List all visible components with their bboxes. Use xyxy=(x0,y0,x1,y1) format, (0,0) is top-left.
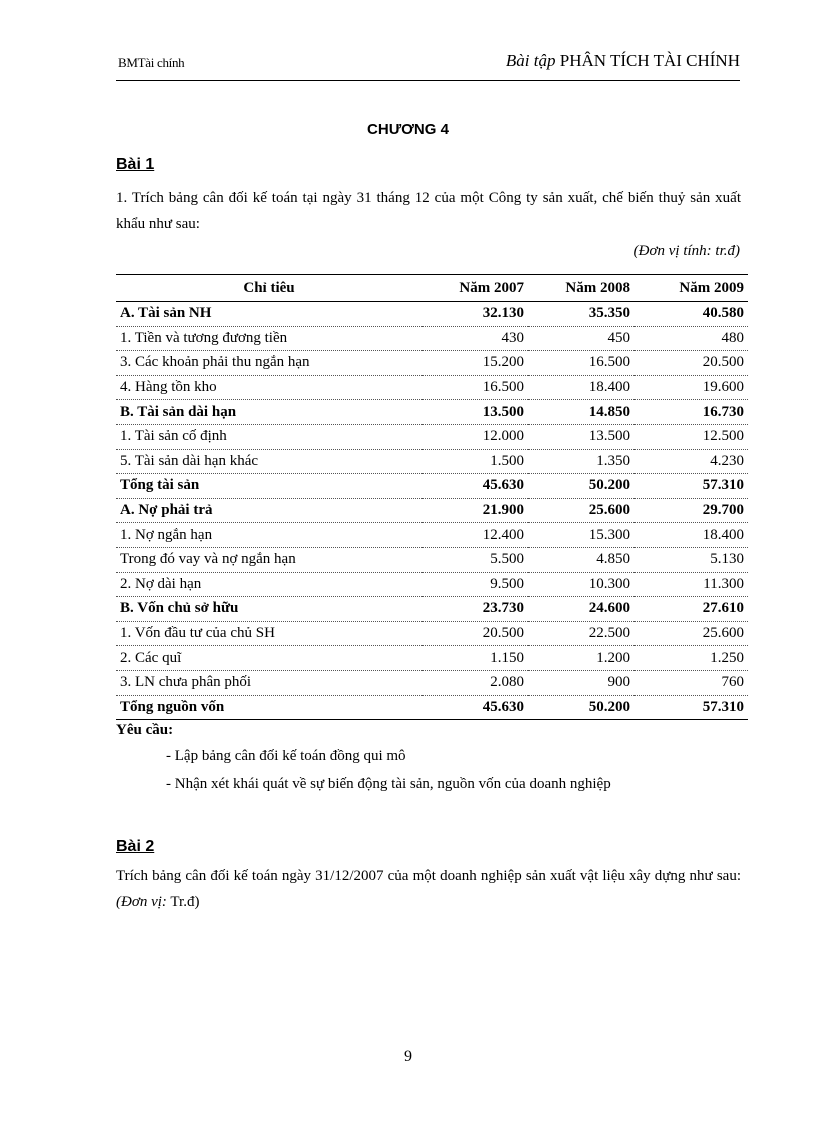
row-label: 1. Vốn đầu tư của chủ SH xyxy=(116,621,422,646)
cell-value: 1.350 xyxy=(528,449,634,474)
cell-value: 15.300 xyxy=(528,523,634,548)
row-label: B. Vốn chủ sở hữu xyxy=(116,597,422,622)
cell-value: 1.150 xyxy=(422,646,528,671)
cell-value: 23.730 xyxy=(422,597,528,622)
cell-value: 22.500 xyxy=(528,621,634,646)
column-header: Năm 2007 xyxy=(422,275,528,302)
row-label: 2. Nợ dài hạn xyxy=(116,572,422,597)
table-row xyxy=(116,646,748,671)
header-left-text: BMTài chính xyxy=(118,55,185,70)
table-row xyxy=(116,695,748,720)
row-label: 3. LN chưa phân phối xyxy=(116,670,422,695)
table-row xyxy=(116,572,748,597)
row-label: B. Tài sản dài hạn xyxy=(116,400,422,425)
bai1-unit: (Đơn vị tính: tr.đ) xyxy=(633,243,740,259)
cell-value: 40.580 xyxy=(634,302,748,327)
table-row xyxy=(116,621,748,646)
row-label: Trong đó vay và nợ ngắn hạn xyxy=(116,547,422,572)
table-header-row xyxy=(116,275,748,302)
row-label: 1. Tiền và tương đương tiền xyxy=(116,326,422,351)
cell-value: 20.500 xyxy=(634,351,748,376)
page-number: 9 xyxy=(404,1048,412,1065)
cell-value: 450 xyxy=(528,326,634,351)
header-right-main: PHÂN TÍCH TÀI CHÍNH xyxy=(559,51,740,70)
table-row xyxy=(116,400,748,425)
cell-value: 57.310 xyxy=(634,695,748,720)
cell-value: 24.600 xyxy=(528,597,634,622)
table-row xyxy=(116,326,748,351)
bai2-unit-value: Tr.đ) xyxy=(166,894,200,910)
bai2-intro-text: Trích bảng cân đối kế toán ngày 31/12/2007 của một doanh nghiệp sản xuất vật liệu xây dựng như sau: xyxy=(116,868,741,884)
cell-value: 20.500 xyxy=(422,621,528,646)
row-label: A. Nợ phải trả xyxy=(116,498,422,523)
cell-value: 35.350 xyxy=(528,302,634,327)
cell-value: 9.500 xyxy=(422,572,528,597)
cell-value: 4.230 xyxy=(634,449,748,474)
row-label: 3. Các khoản phải thu ngắn hạn xyxy=(116,351,422,376)
bai1-intro: 1. Trích bảng cân đối kế toán tại ngày 31 tháng 12 của một Công ty sản xuất, chế biến thuỷ sản xuất khẩu như sau: xyxy=(116,190,741,232)
cell-value: 16.730 xyxy=(634,400,748,425)
cell-value: 16.500 xyxy=(422,375,528,400)
cell-value: 2.080 xyxy=(422,670,528,695)
cell-value: 11.300 xyxy=(634,572,748,597)
cell-value: 5.500 xyxy=(422,547,528,572)
row-label: Tổng tài sản xyxy=(116,474,422,499)
cell-value: 50.200 xyxy=(528,474,634,499)
row-label: 1. Tài sản cố định xyxy=(116,424,422,449)
cell-value: 45.630 xyxy=(422,695,528,720)
cell-value: 45.630 xyxy=(422,474,528,499)
cell-value: 760 xyxy=(634,670,748,695)
row-label: 5. Tài sản dài hạn khác xyxy=(116,449,422,474)
row-label: Tổng nguồn vốn xyxy=(116,695,422,720)
bai1-title: Bài 1 xyxy=(116,156,155,173)
cell-value: 10.300 xyxy=(528,572,634,597)
cell-value: 57.310 xyxy=(634,474,748,499)
cell-value: 27.610 xyxy=(634,597,748,622)
requirement-item: - Lập bảng cân đối kế toán đồng qui mô xyxy=(166,748,406,764)
cell-value: 13.500 xyxy=(422,400,528,425)
cell-value: 50.200 xyxy=(528,695,634,720)
bai2-unit-label: (Đơn vị: xyxy=(116,894,167,910)
table-row xyxy=(116,670,748,695)
requirements-title: Yêu cầu: xyxy=(116,722,174,738)
cell-value: 15.200 xyxy=(422,351,528,376)
row-label: A. Tài sản NH xyxy=(116,302,422,327)
cell-value: 25.600 xyxy=(528,498,634,523)
cell-value: 21.900 xyxy=(422,498,528,523)
bai2-intro xyxy=(116,863,741,915)
table-row xyxy=(116,474,748,499)
cell-value: 16.500 xyxy=(528,351,634,376)
header-right-prefix: Bài tập xyxy=(505,51,556,70)
cell-value: 14.850 xyxy=(528,400,634,425)
cell-value: 1.250 xyxy=(634,646,748,671)
table-row xyxy=(116,375,748,400)
cell-value: 29.700 xyxy=(634,498,748,523)
row-label: 2. Các quĩ xyxy=(116,646,422,671)
cell-value: 5.130 xyxy=(634,547,748,572)
cell-value: 12.000 xyxy=(422,424,528,449)
requirement-item: - Nhận xét khái quát về sự biến động tài sản, nguồn vốn của doanh nghiệp xyxy=(166,776,611,792)
cell-value: 13.500 xyxy=(528,424,634,449)
table-row xyxy=(116,424,748,449)
table-row xyxy=(116,597,748,622)
table-row xyxy=(116,302,748,327)
table-row xyxy=(116,523,748,548)
bai2-title: Bài 2 xyxy=(116,838,155,855)
table-row xyxy=(116,449,748,474)
cell-value: 18.400 xyxy=(634,523,748,548)
cell-value: 18.400 xyxy=(528,375,634,400)
header-right-title xyxy=(506,51,740,71)
column-header: Năm 2008 xyxy=(528,275,634,302)
column-header: Năm 2009 xyxy=(634,275,748,302)
table-row xyxy=(116,498,748,523)
table-row xyxy=(116,547,748,572)
header-divider xyxy=(116,80,740,81)
table-row xyxy=(116,351,748,376)
cell-value: 32.130 xyxy=(422,302,528,327)
cell-value: 12.400 xyxy=(422,523,528,548)
chapter-title: CHƯƠNG 4 xyxy=(367,121,449,138)
cell-value: 900 xyxy=(528,670,634,695)
balance-sheet-table xyxy=(116,274,748,720)
cell-value: 430 xyxy=(422,326,528,351)
cell-value: 480 xyxy=(634,326,748,351)
row-label: 4. Hàng tồn kho xyxy=(116,375,422,400)
cell-value: 1.500 xyxy=(422,449,528,474)
cell-value: 12.500 xyxy=(634,424,748,449)
cell-value: 4.850 xyxy=(528,547,634,572)
cell-value: 25.600 xyxy=(634,621,748,646)
cell-value: 19.600 xyxy=(634,375,748,400)
column-header: Chỉ tiêu xyxy=(116,275,422,302)
row-label: 1. Nợ ngắn hạn xyxy=(116,523,422,548)
cell-value: 1.200 xyxy=(528,646,634,671)
